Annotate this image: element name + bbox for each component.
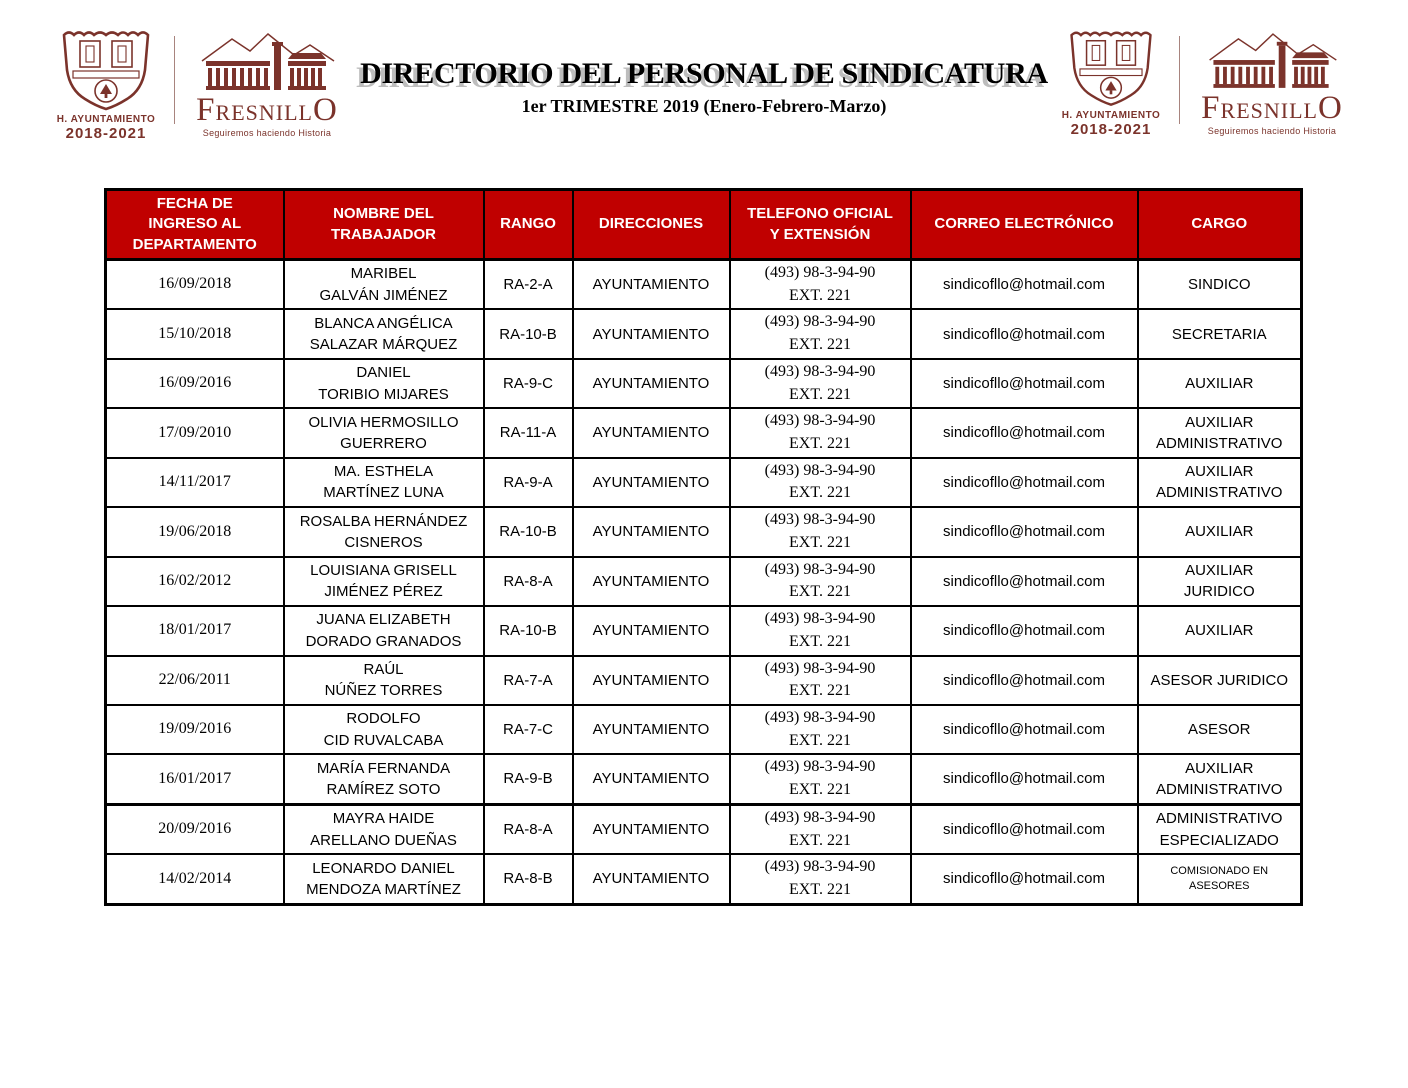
- column-header-correo: CORREO ELECTRÓNICO: [911, 190, 1138, 260]
- cell-direccion: AYUNTAMIENTO: [573, 359, 730, 408]
- ayuntamiento-crest-icon: [1064, 28, 1158, 108]
- cell-rango: RA-2-A: [484, 260, 573, 310]
- page-subtitle: 1er TRIMESTRE 2019 (Enero-Febrero-Marzo): [521, 95, 887, 116]
- cell-cargo: COMISIONADO EN ASESORES: [1138, 854, 1302, 904]
- cell-correo: sindicofllo@hotmail.com: [911, 557, 1138, 606]
- page-title: DIRECTORIO DEL PERSONAL DE SINDICATURA: [360, 57, 1048, 90]
- cell-telefono: (493) 98-3-94-90 EXT. 221: [730, 557, 911, 606]
- cell-nombre: RAÚL NÚÑEZ TORRES: [284, 656, 484, 705]
- header-row: [106, 190, 1302, 260]
- column-header-fecha: FECHA DE INGRESO AL DEPARTAMENTO: [106, 190, 284, 260]
- header-logo-group-right: [1055, 28, 1352, 138]
- cell-direccion: AYUNTAMIENTO: [573, 507, 730, 556]
- cell-fecha: 19/09/2016: [106, 705, 284, 754]
- cell-nombre: RODOLFO CID RUVALCABA: [284, 705, 484, 754]
- cell-fecha: 19/06/2018: [106, 507, 284, 556]
- cell-cargo: SECRETARIA: [1138, 309, 1302, 358]
- cell-correo: sindicofllo@hotmail.com: [911, 260, 1138, 310]
- logo-divider: [1179, 36, 1180, 124]
- cell-nombre: DANIEL TORIBIO MIJARES: [284, 359, 484, 408]
- cell-rango: RA-7-A: [484, 656, 573, 705]
- cell-fecha: 14/11/2017: [106, 458, 284, 507]
- cell-correo: sindicofllo@hotmail.com: [911, 804, 1138, 854]
- table-row: [106, 656, 1302, 705]
- cell-nombre: MARÍA FERNANDA RAMÍREZ SOTO: [284, 754, 484, 804]
- cell-fecha: 15/10/2018: [106, 309, 284, 358]
- cell-nombre: MA. ESTHELA MARTÍNEZ LUNA: [284, 458, 484, 507]
- crest-caption: H. AYUNTAMIENTO: [56, 114, 156, 125]
- ayuntamiento-crest-icon: [56, 28, 156, 112]
- column-header-direccion: DIRECCIONES: [573, 190, 730, 260]
- cell-telefono: (493) 98-3-94-90 EXT. 221: [730, 260, 911, 310]
- table-row: [106, 458, 1302, 507]
- cell-cargo: AUXILIAR: [1138, 606, 1302, 655]
- column-header-rango: RANGO: [484, 190, 573, 260]
- fresnillo-wordmark: FRESNILLO: [1201, 90, 1343, 126]
- cell-cargo: AUXILIAR: [1138, 507, 1302, 556]
- cell-cargo: AUXILIAR ADMINISTRATIVO: [1138, 408, 1302, 457]
- cell-direccion: AYUNTAMIENTO: [573, 260, 730, 310]
- cell-direccion: AYUNTAMIENTO: [573, 458, 730, 507]
- cell-nombre: JUANA ELIZABETH DORADO GRANADOS: [284, 606, 484, 655]
- fresnillo-tagline: Seguiremos haciendo Historia: [202, 128, 332, 138]
- cell-direccion: AYUNTAMIENTO: [573, 309, 730, 358]
- cell-fecha: 16/09/2016: [106, 359, 284, 408]
- cell-correo: sindicofllo@hotmail.com: [911, 359, 1138, 408]
- crest-years: 2018-2021: [65, 125, 147, 142]
- cell-direccion: AYUNTAMIENTO: [573, 408, 730, 457]
- cell-nombre: BLANCA ANGÉLICA SALAZAR MÁRQUEZ: [284, 309, 484, 358]
- cell-direccion: AYUNTAMIENTO: [573, 804, 730, 854]
- cell-direccion: AYUNTAMIENTO: [573, 705, 730, 754]
- table-row: [106, 408, 1302, 457]
- cell-cargo: SINDICO: [1138, 260, 1302, 310]
- header-logo-group-left: [50, 28, 347, 142]
- column-header-nombre: NOMBRE DEL TRABAJADOR: [284, 190, 484, 260]
- cell-nombre: LOUISIANA GRISELL JIMÉNEZ PÉREZ: [284, 557, 484, 606]
- cell-rango: RA-9-B: [484, 754, 573, 804]
- cell-rango: RA-7-C: [484, 705, 573, 754]
- cell-correo: sindicofllo@hotmail.com: [911, 854, 1138, 904]
- table-row: [106, 854, 1302, 904]
- cell-telefono: (493) 98-3-94-90 EXT. 221: [730, 854, 911, 904]
- cell-cargo: ASESOR: [1138, 705, 1302, 754]
- table-row: [106, 804, 1302, 854]
- cell-direccion: AYUNTAMIENTO: [573, 557, 730, 606]
- cell-telefono: (493) 98-3-94-90 EXT. 221: [730, 359, 911, 408]
- cell-telefono: (493) 98-3-94-90 EXT. 221: [730, 754, 911, 804]
- cell-rango: RA-10-B: [484, 507, 573, 556]
- ayuntamiento-crest-block: [1055, 28, 1167, 138]
- fresnillo-building-icon: [192, 32, 342, 92]
- fresnillo-tagline: Seguiremos haciendo Historia: [1207, 126, 1337, 136]
- cell-rango: RA-8-A: [484, 557, 573, 606]
- ayuntamiento-crest-block: [50, 28, 162, 142]
- table-row: [106, 309, 1302, 358]
- cell-telefono: (493) 98-3-94-90 EXT. 221: [730, 705, 911, 754]
- cell-correo: sindicofllo@hotmail.com: [911, 705, 1138, 754]
- table-row: [106, 606, 1302, 655]
- cell-cargo: AUXILIAR ADMINISTRATIVO: [1138, 754, 1302, 804]
- cell-correo: sindicofllo@hotmail.com: [911, 656, 1138, 705]
- table-row: [106, 260, 1302, 310]
- cell-correo: sindicofllo@hotmail.com: [911, 458, 1138, 507]
- cell-rango: RA-8-A: [484, 804, 573, 854]
- cell-nombre: MARIBEL GALVÁN JIMÉNEZ: [284, 260, 484, 310]
- cell-nombre: LEONARDO DANIEL MENDOZA MARTÍNEZ: [284, 854, 484, 904]
- cell-fecha: 18/01/2017: [106, 606, 284, 655]
- cell-nombre: OLIVIA HERMOSILLO GUERRERO: [284, 408, 484, 457]
- fresnillo-building-icon: [1200, 32, 1344, 90]
- cell-nombre: ROSALBA HERNÁNDEZ CISNEROS: [284, 507, 484, 556]
- cell-correo: sindicofllo@hotmail.com: [911, 309, 1138, 358]
- crest-years: 2018-2021: [1070, 121, 1152, 138]
- table-row: [106, 507, 1302, 556]
- table-row: [106, 754, 1302, 804]
- title-block: [324, 58, 1084, 117]
- cell-direccion: AYUNTAMIENTO: [573, 606, 730, 655]
- cell-direccion: AYUNTAMIENTO: [573, 754, 730, 804]
- cell-cargo: ASESOR JURIDICO: [1138, 656, 1302, 705]
- cell-correo: sindicofllo@hotmail.com: [911, 408, 1138, 457]
- cell-telefono: (493) 98-3-94-90 EXT. 221: [730, 309, 911, 358]
- table-body: [106, 260, 1302, 905]
- table-row: [106, 557, 1302, 606]
- cell-telefono: (493) 98-3-94-90 EXT. 221: [730, 458, 911, 507]
- cell-telefono: (493) 98-3-94-90 EXT. 221: [730, 408, 911, 457]
- cell-fecha: 17/09/2010: [106, 408, 284, 457]
- fresnillo-logo-block: [1192, 32, 1352, 136]
- personnel-table: [104, 188, 1303, 906]
- cell-rango: RA-8-B: [484, 854, 573, 904]
- table-row: [106, 705, 1302, 754]
- cell-correo: sindicofllo@hotmail.com: [911, 754, 1138, 804]
- cell-rango: RA-10-B: [484, 606, 573, 655]
- cell-rango: RA-11-A: [484, 408, 573, 457]
- cell-telefono: (493) 98-3-94-90 EXT. 221: [730, 656, 911, 705]
- cell-correo: sindicofllo@hotmail.com: [911, 507, 1138, 556]
- cell-correo: sindicofllo@hotmail.com: [911, 606, 1138, 655]
- cell-fecha: 22/06/2011: [106, 656, 284, 705]
- cell-telefono: (493) 98-3-94-90 EXT. 221: [730, 606, 911, 655]
- cell-nombre: MAYRA HAIDE ARELLANO DUEÑAS: [284, 804, 484, 854]
- cell-direccion: AYUNTAMIENTO: [573, 656, 730, 705]
- column-header-telefono: TELEFONO OFICIAL Y EXTENSIÓN: [730, 190, 911, 260]
- cell-rango: RA-9-C: [484, 359, 573, 408]
- cell-telefono: (493) 98-3-94-90 EXT. 221: [730, 804, 911, 854]
- directory-table-wrap: [104, 188, 1303, 906]
- fresnillo-wordmark: FRESNILLO: [196, 92, 338, 128]
- cell-fecha: 14/02/2014: [106, 854, 284, 904]
- cell-rango: RA-10-B: [484, 309, 573, 358]
- cell-cargo: AUXILIAR JURIDICO: [1138, 557, 1302, 606]
- cell-fecha: 16/01/2017: [106, 754, 284, 804]
- cell-cargo: ADMINISTRATIVO ESPECIALIZADO: [1138, 804, 1302, 854]
- cell-direccion: AYUNTAMIENTO: [573, 854, 730, 904]
- logo-divider: [174, 36, 175, 124]
- fresnillo-logo-block: [187, 32, 347, 138]
- cell-cargo: AUXILIAR ADMINISTRATIVO: [1138, 458, 1302, 507]
- table-row: [106, 359, 1302, 408]
- cell-rango: RA-9-A: [484, 458, 573, 507]
- cell-telefono: (493) 98-3-94-90 EXT. 221: [730, 507, 911, 556]
- cell-fecha: 16/09/2018: [106, 260, 284, 310]
- cell-cargo: AUXILIAR: [1138, 359, 1302, 408]
- cell-fecha: 20/09/2016: [106, 804, 284, 854]
- cell-fecha: 16/02/2012: [106, 557, 284, 606]
- crest-caption: H. AYUNTAMIENTO: [1061, 110, 1161, 121]
- column-header-cargo: CARGO: [1138, 190, 1302, 260]
